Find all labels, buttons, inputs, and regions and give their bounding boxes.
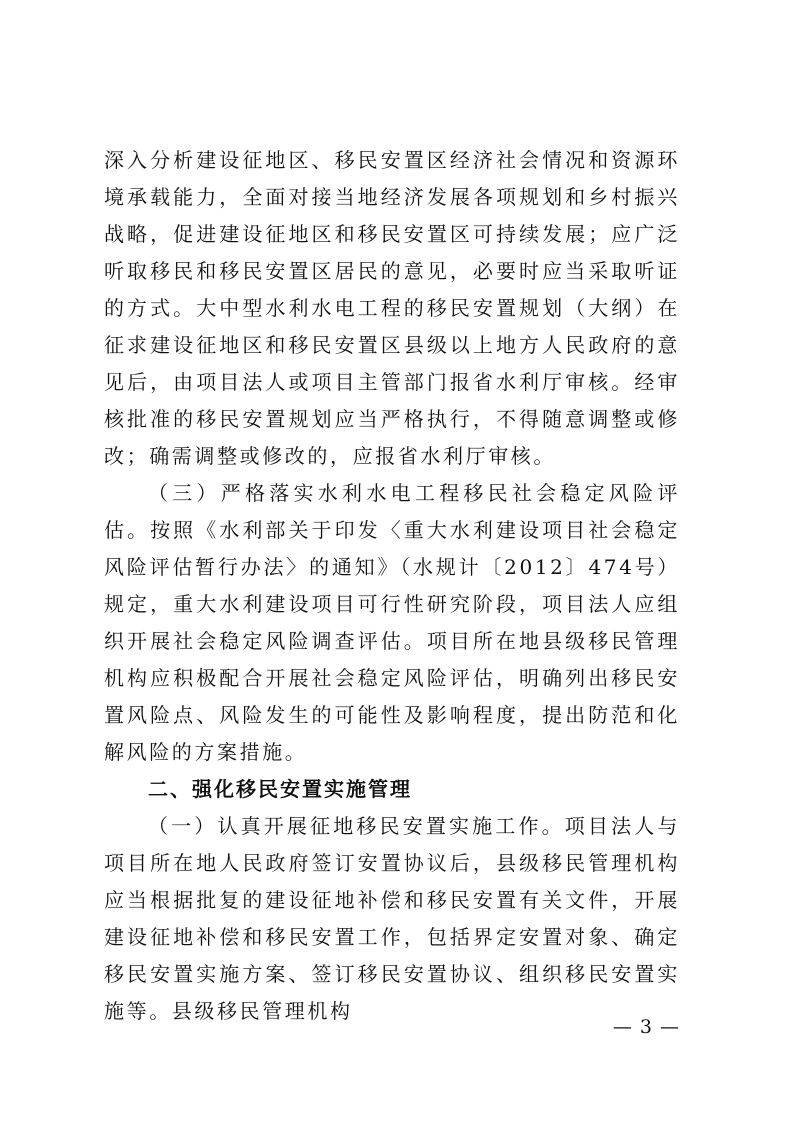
paragraph-risk-assessment: （三）严格落实水利水电工程移民社会稳定风险评估。按照《水利部关于印发〈重大水利建设项目社会稳定风险评估暂行办法〉的通知》（水规计〔2012〕474号）规定，重大水利建设项目可行性研究阶段，项目法人应组织开展社会稳定风险调查评估。项目所在地县级移民管理机构应积极配合开展社会稳定风险评估，明确列出移民安置风险点、风险发生的可能性及影响程度，提出防范和化解风险的方案措施。 — [104, 481, 680, 764]
section-heading: 二、强化移民安置实施管理 — [148, 777, 412, 801]
body-text — [104, 142, 680, 1030]
paragraph-implementation: （一）认真开展征地移民安置实施工作。项目法人与项目所在地人民政府签订安置协议后，县级移民管理机构应当根据批复的建设征地补偿和移民安置有关文件，开展建设征地补偿和移民安置工作，包括界定安置对象、确定移民安置实施方案、签订移民安置协议、组织移民安置实施等。县级移民管理机构 — [104, 814, 680, 1023]
page-number: — 3 — — [612, 1016, 680, 1038]
paragraph-continuation: 深入分析建设征地区、移民安置区经济社会情况和资源环境承载能力，全面对接当地经济发展各项规划和乡村振兴战略，促进建设征地区和移民安置区可持续发展；应广泛听取移民和移民安置区居民的意见，必要时应当采取听证的方式。大中型水利水电工程的移民安置规划（大纲）在征求建设征地区和移民安置区县级以上地方人民政府的意见后，由项目法人或项目主管部门报省水利厅审核。经审核批准的移民安置规划应当严格执行，不得随意调整或修改；确需调整或修改的，应报省水利厅审核。 — [104, 148, 680, 468]
